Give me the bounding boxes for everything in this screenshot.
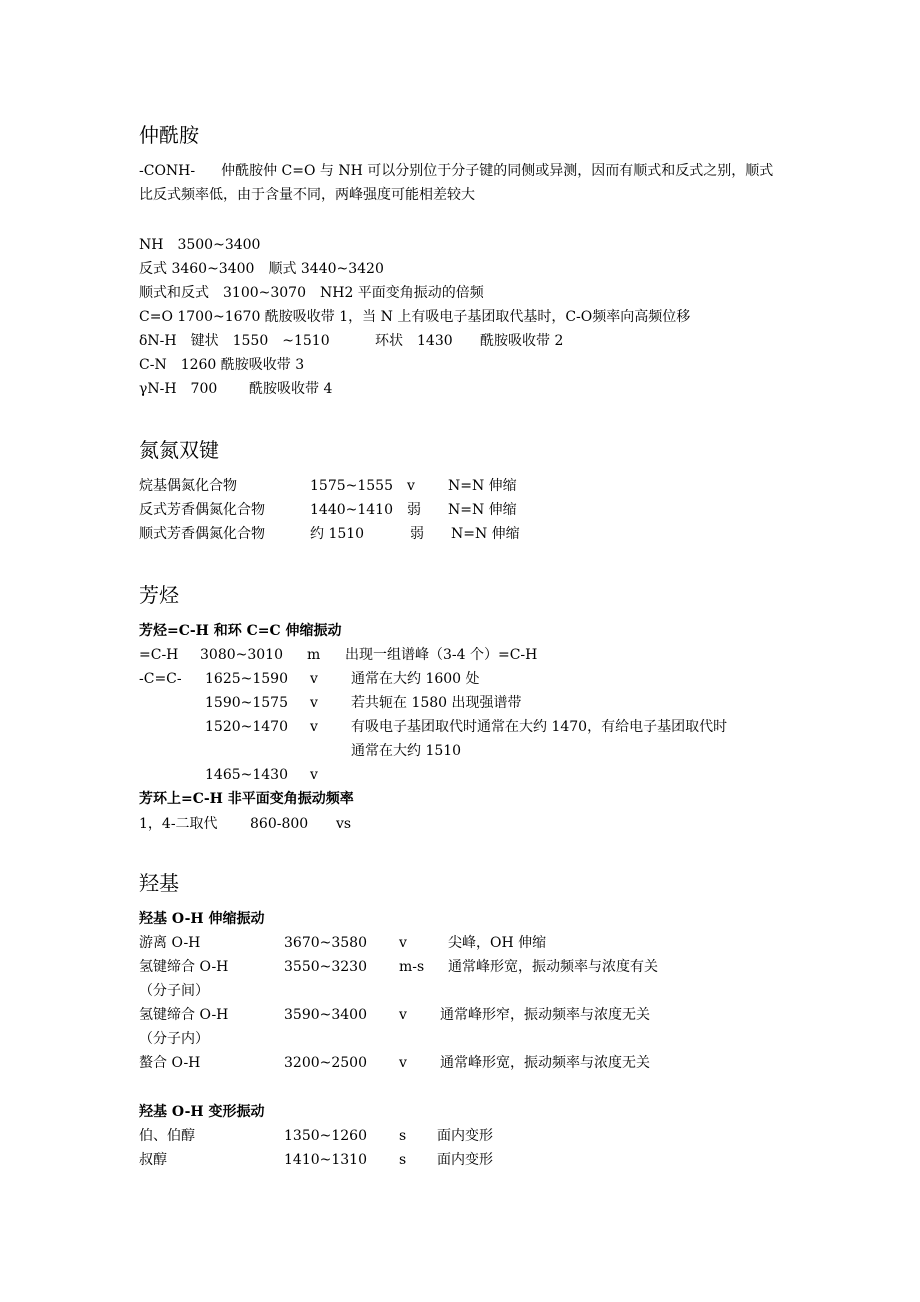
aromatic-subheading-oop: 芳环上=C-H 非平面变角振动频率 (139, 791, 354, 807)
aromatic-row-5-range: 1465~1430 (205, 767, 288, 783)
aromatic-row-1-group: =C-H (139, 647, 179, 663)
aromatic-row-4-note-cont: 通常在大约 1510 (351, 743, 462, 759)
hydroxyl-subheading-bend: 羟基 O-H 变形振动 (139, 1104, 265, 1120)
hydroxyl-row-3-group: 氢键缔合 O-H (139, 1007, 229, 1023)
hydroxyl-row-5-group: 伯、伯醇 (139, 1128, 195, 1144)
azo-row-1-name: 烷基偶氮化合物 (139, 478, 237, 494)
azo-row-3-name: 顺式芳香偶氮化合物 (139, 526, 265, 542)
azo-row-2-note: N=N 伸缩 (448, 502, 517, 518)
hydroxyl-row-2-note: 通常峰形宽，振动频率与浓度有关 (448, 959, 658, 975)
hydroxyl-row-2-intensity: m-s (399, 959, 425, 975)
aromatic-row-2-range: 1625~1590 (205, 671, 288, 687)
hydroxyl-row-2-group: 氢键缔合 O-H (139, 959, 229, 975)
hydroxyl-row-2-sub: （分子间） (139, 983, 209, 999)
hydroxyl-row-5-range: 1350~1260 (284, 1128, 367, 1144)
amide-group-label: -CONH- (139, 163, 196, 179)
amide-intro-paragraph (139, 159, 784, 207)
amide-line-gamma-nh: γN-H 700 (139, 381, 218, 397)
hydroxyl-row-5-note: 面内变形 (437, 1128, 493, 1144)
hydroxyl-row-4-group: 螯合 O-H (139, 1055, 201, 1071)
aromatic-row-2-group: -C=C- (139, 671, 182, 687)
azo-row-2-name: 反式芳香偶氮化合物 (139, 502, 265, 518)
hydroxyl-row-4-range: 3200~2500 (284, 1055, 367, 1071)
hydroxyl-row-6-intensity: s (399, 1152, 407, 1168)
hydroxyl-row-5-intensity: s (399, 1128, 407, 1144)
aromatic-row-1-note: 出现一组谱峰（3-4 个）=C-H (345, 647, 538, 663)
aromatic-row-1-intensity: m (307, 647, 321, 663)
amide-line-trans-cis: 反式 3460~3400 顺式 3440~3420 (139, 261, 384, 277)
hydroxyl-row-6-note: 面内变形 (437, 1152, 493, 1168)
amide-line-band2: 酰胺吸收带 2 (480, 333, 564, 349)
hydroxyl-row-3-intensity: v (399, 1007, 407, 1023)
section-title-secondary-amide: 仲酰胺 (139, 123, 199, 147)
hydroxyl-row-6-range: 1410~1310 (284, 1152, 367, 1168)
hydroxyl-row-6-group: 叔醇 (139, 1152, 167, 1168)
aromatic-row-4-intensity: v (310, 719, 318, 735)
aromatic-row-3-note: 若共轭在 1580 出现强谱带 (351, 695, 522, 711)
hydroxyl-row-1-range: 3670~3580 (284, 935, 367, 951)
aromatic-row-3-range: 1590~1575 (205, 695, 288, 711)
aromatic-row-3-intensity: v (310, 695, 318, 711)
azo-row-3-range: 约 1510 (310, 526, 365, 542)
hydroxyl-row-1-group: 游离 O-H (139, 935, 201, 951)
hydroxyl-row-1-note: 尖峰，OH 伸缩 (448, 935, 547, 951)
amide-line-ring: 环状 1430 (375, 333, 453, 349)
hydroxyl-subheading-stretch: 羟基 O-H 伸缩振动 (139, 911, 265, 927)
azo-row-2-intensity: 弱 (407, 502, 421, 518)
hydroxyl-row-2-range: 3550~3230 (284, 959, 367, 975)
hydroxyl-row-4-note: 通常峰形宽，振动频率与浓度无关 (440, 1055, 650, 1071)
azo-row-1-range: 1575~1555 (310, 478, 393, 494)
aromatic-row-4-range: 1520~1470 (205, 719, 288, 735)
amide-line-band4: 酰胺吸收带 4 (249, 381, 333, 397)
hydroxyl-row-3-sub: （分子内） (139, 1031, 209, 1047)
azo-row-1-note: N=N 伸缩 (448, 478, 517, 494)
aromatic-subheading-stretch: 芳烃=C-H 和环 C=C 伸缩振动 (139, 623, 342, 639)
hydroxyl-row-3-range: 3590~3400 (284, 1007, 367, 1023)
hydroxyl-row-1-intensity: v (399, 935, 407, 951)
aromatic-row-2-intensity: v (310, 671, 318, 687)
amide-line-delta-nh: δN-H 键状 1550 ~1510 (139, 333, 330, 349)
azo-row-3-intensity: 弱 (410, 526, 424, 542)
azo-row-3-note: N=N 伸缩 (451, 526, 520, 542)
aromatic-row-6-group: 1，4-二取代 (139, 816, 218, 832)
azo-row-2-range: 1440~1410 (310, 502, 393, 518)
aromatic-row-6-intensity: vs (336, 816, 352, 832)
section-title-aromatic: 芳烃 (139, 583, 179, 607)
aromatic-row-6-range: 860-800 (250, 816, 309, 832)
hydroxyl-row-4-intensity: v (399, 1055, 407, 1071)
section-title-hydroxyl: 羟基 (139, 871, 179, 895)
amide-line-co: C=O 1700~1670 酰胺吸收带 1，当 N 上有吸电子基团取代基时，C-O频率向高频位移 (139, 309, 691, 325)
aromatic-row-4-note: 有吸电子基团取代时通常在大约 1470，有给电子基团取代时 (351, 719, 728, 735)
amide-line-cn: C-N 1260 酰胺吸收带 3 (139, 357, 305, 373)
amide-line-overtone: 顺式和反式 3100~3070 NH2 平面变角振动的倍频 (139, 285, 484, 301)
amide-line-nh: NH 3500~3400 (139, 237, 261, 253)
aromatic-row-2-note: 通常在大约 1600 处 (351, 671, 480, 687)
aromatic-row-5-intensity: v (310, 767, 318, 783)
azo-row-1-intensity: v (407, 478, 415, 494)
hydroxyl-row-3-note: 通常峰形窄，振动频率与浓度无关 (440, 1007, 650, 1023)
section-title-azo: 氮氮双键 (139, 438, 219, 462)
amide-intro-text: 仲酰胺仲 C=O 与 NH 可以分别位于分子键的同侧或异测，因而有顺式和反式之别，顺式比反式频率低，由于含量不同，两峰强度可能相差较大 (139, 163, 774, 203)
aromatic-row-1-range: 3080~3010 (200, 647, 283, 663)
